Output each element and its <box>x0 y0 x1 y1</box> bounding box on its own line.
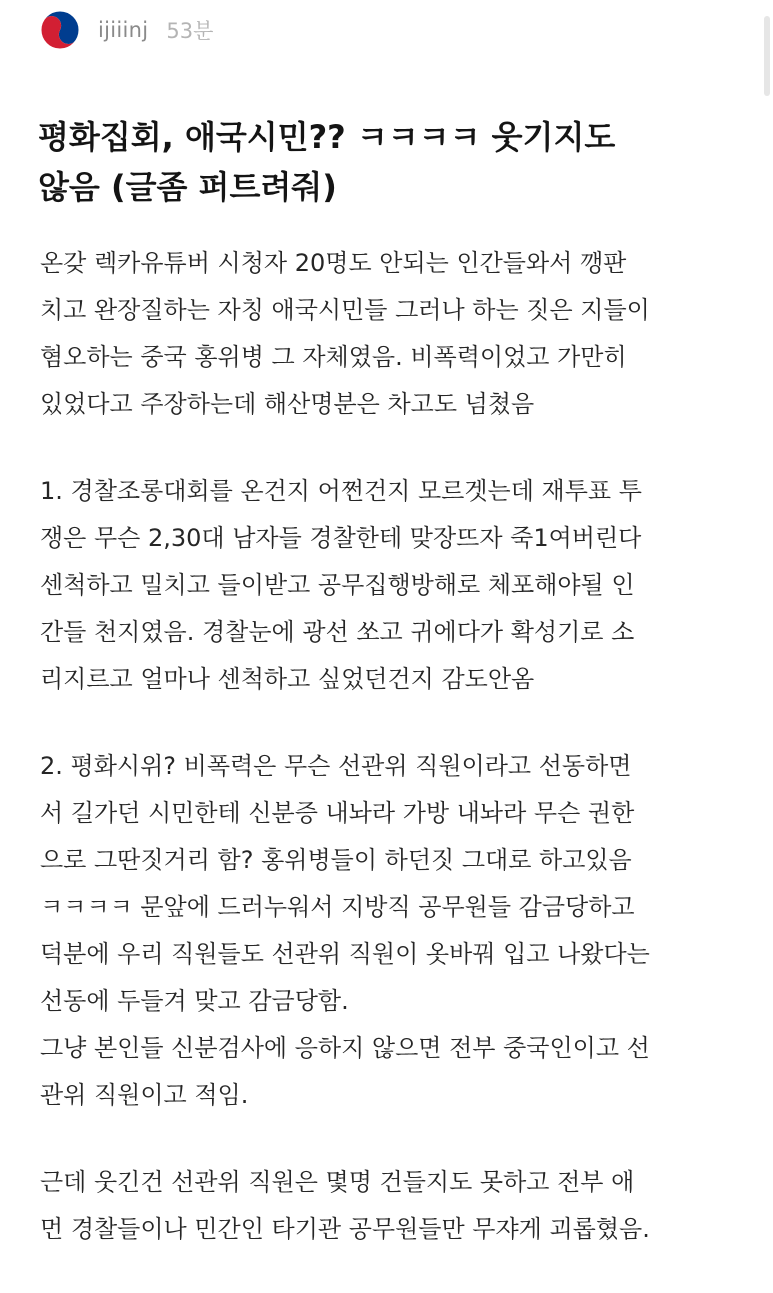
post-line: 쟁은 무슨 2,30대 남자들 경찰한테 맞장뜨자 죽1여버린다 <box>40 524 642 552</box>
post-line: 있었다고 주장하는데 해산명분은 차고도 넘쳤음 <box>40 390 535 418</box>
avatar[interactable] <box>38 8 82 52</box>
post-title <box>38 112 738 212</box>
post-line: ㅋㅋㅋㅋ 문앞에 드러누워서 지방직 공무원들 감금당하고 <box>40 893 635 921</box>
post-paragraph <box>40 1159 745 1253</box>
scrollbar[interactable] <box>764 16 770 96</box>
post-header <box>38 8 213 52</box>
post-line: 리지르고 얼마나 센척하고 싶었던건지 감도안옴 <box>40 665 535 693</box>
post-line: 간들 천지였음. 경찰눈에 광선 쏘고 귀에다가 확성기로 소 <box>40 618 635 646</box>
post-line: 으로 그딴짓거리 함? 홍위병들이 하던짓 그대로 하고있음 <box>40 846 632 874</box>
post-line: 그냥 본인들 신분검사에 응하지 않으면 전부 중국인이고 선 <box>40 1034 650 1062</box>
post-paragraph <box>40 743 745 1119</box>
post-line: 혐오하는 중국 홍위병 그 자체였음. 비폭력이었고 가만히 <box>40 343 627 371</box>
author-username[interactable]: ijiiinj <box>98 18 149 42</box>
post-time: 53분 <box>166 19 214 43</box>
post-line: 관위 직원이고 적임. <box>40 1081 249 1109</box>
post-line: 먼 경찰들이나 민간인 타기관 공무원들만 무쟈게 괴롭혔음. <box>40 1215 650 1243</box>
post-line: 온갖 렉카유튜버 시청자 20명도 안되는 인간들와서 깽판 <box>40 249 627 277</box>
post-line: 센척하고 밀치고 들이받고 공무집행방해로 체포해야될 인 <box>40 571 635 599</box>
post-line: 서 길가던 시민한테 신분증 내놔라 가방 내놔라 무슨 권한 <box>40 799 635 827</box>
post-line: 근데 웃긴건 선관위 직원은 몇명 건들지도 못하고 전부 애 <box>40 1168 635 1196</box>
post-paragraph <box>40 240 745 428</box>
post-title-line: 평화집회, 애국시민?? ㅋㅋㅋㅋ 웃기지도 <box>38 118 616 156</box>
post-line: 덕분에 우리 직원들도 선관위 직원이 옷바꿔 입고 나왔다는 <box>40 940 650 968</box>
post-line: 선동에 두들겨 맞고 감금당함. <box>40 987 349 1015</box>
post-paragraph <box>40 468 745 703</box>
post-line: 치고 완장질하는 자칭 애국시민들 그러나 하는 짓은 지들이 <box>40 296 650 324</box>
post-title-line: 않음 (글좀 퍼트려줘) <box>38 168 337 206</box>
post-line: 1. 경찰조롱대회를 온건지 어쩐건지 모르겟는데 재투표 투 <box>40 477 642 505</box>
post-line: 2. 평화시위? 비폭력은 무슨 선관위 직원이라고 선동하면 <box>40 752 632 780</box>
taegeuk-emblem-icon <box>38 8 82 52</box>
post-body <box>40 240 745 1293</box>
